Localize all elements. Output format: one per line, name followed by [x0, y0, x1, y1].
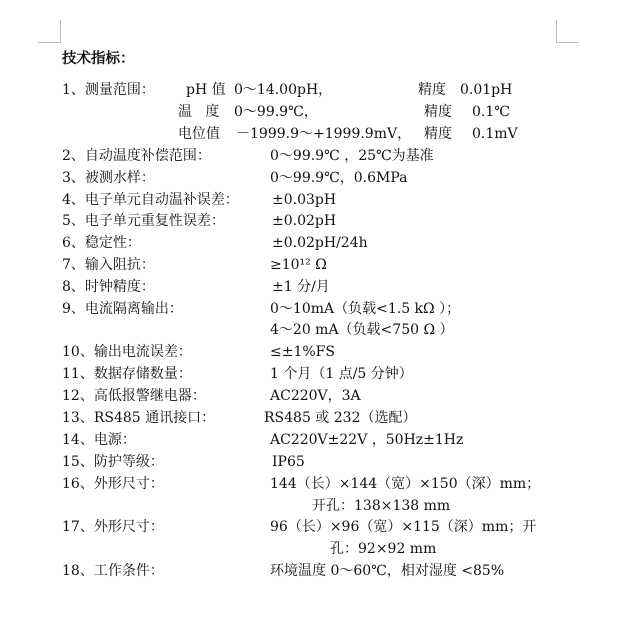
spec-value: 96（长）×96（宽）×115（深）mm；开 [270, 519, 537, 535]
spec-sub-range: －1999.9～+1999.9mV， [236, 126, 412, 142]
spec-sub-range: 0～14.00pH， [234, 82, 333, 98]
spec-value-continued: 孔：92×92 mm [330, 541, 437, 557]
section-title: 技术指标： [62, 51, 135, 67]
spec-value: 0～10mA（负载<1.5 kΩ ）； [270, 301, 461, 317]
spec-value: ±0.02pH [272, 213, 337, 229]
spec-label: 16、外形尺寸： [62, 476, 164, 492]
spec-sub-name: pH 值 [186, 82, 226, 98]
spec-precision-label: 精度 [424, 104, 452, 120]
spec-value: ±1 分/月 [272, 279, 330, 295]
spec-precision-value: 0.1mV [472, 126, 518, 142]
spec-precision-label: 精度 [418, 82, 446, 98]
spec-value-continued: 4～20 mA（负载<750 Ω ） [270, 322, 454, 338]
spec-label: 17、外形尺寸： [62, 519, 164, 535]
spec-label: 10、输出电流误差： [62, 344, 192, 360]
spec-label: 4、电子单元自动温补误差： [62, 192, 239, 208]
spec-label: 8、时钟精度： [62, 279, 155, 295]
spec-value-continued: 开孔：138×138 mm [312, 498, 451, 514]
spec-value: AC220V±22V ，50Hz±1Hz [270, 432, 464, 448]
spec-label: 9、电流隔离输出： [62, 301, 183, 317]
spec-label: 13、RS485 通讯接口： [62, 410, 216, 426]
spec-value: ≤±1%FS [270, 344, 335, 360]
spec-label: 12、高低报警继电器： [62, 388, 206, 404]
spec-label: 11、数据存储数量： [62, 366, 192, 382]
spec-label: 3、被测水样： [62, 170, 155, 186]
spec-sub-name: 电位值 [178, 126, 220, 142]
spec-value: ±0.03pH [272, 192, 337, 208]
spec-value: AC220V，3A [270, 388, 361, 404]
spec-value: 144（长）×144（宽）×150（深）mm； [270, 476, 541, 492]
spec-value: 0～99.9℃ ，25℃为基准 [270, 148, 434, 164]
spec-value: 0～99.9℃，0.6MPa [270, 170, 408, 186]
spec-sub-range: 0～99.9℃， [234, 104, 318, 120]
spec-precision-value: 0.1℃ [472, 104, 510, 120]
spec-value: ≥10¹² Ω [270, 257, 327, 273]
spec-value: IP65 [272, 454, 305, 470]
spec-label: 7、输入阻抗： [62, 257, 155, 273]
spec-label: 14、电源： [62, 432, 136, 448]
spec-value: 环境温度 0～60℃，相对湿度 <85% [270, 563, 505, 579]
spec-precision-value: 0.01pH [460, 82, 513, 98]
spec-label: 2、自动温度补偿范围： [62, 148, 211, 164]
spec-value: ±0.02pH/24h [272, 235, 368, 251]
spec-label: 18、工作条件： [62, 563, 164, 579]
spec-value: RS485 或 232（选配） [264, 410, 417, 426]
spec-label: 5、电子单元重复性误差： [62, 213, 225, 229]
spec-label: 6、稳定性： [62, 235, 141, 251]
spec-label: 15、防护等级： [62, 454, 164, 470]
spec-sub-name: 温 度 [178, 104, 220, 120]
spec-value: 1 个月（1 点/5 分钟） [270, 366, 413, 382]
spec-label: 1、测量范围： [62, 82, 155, 98]
spec-precision-label: 精度 [424, 126, 452, 142]
